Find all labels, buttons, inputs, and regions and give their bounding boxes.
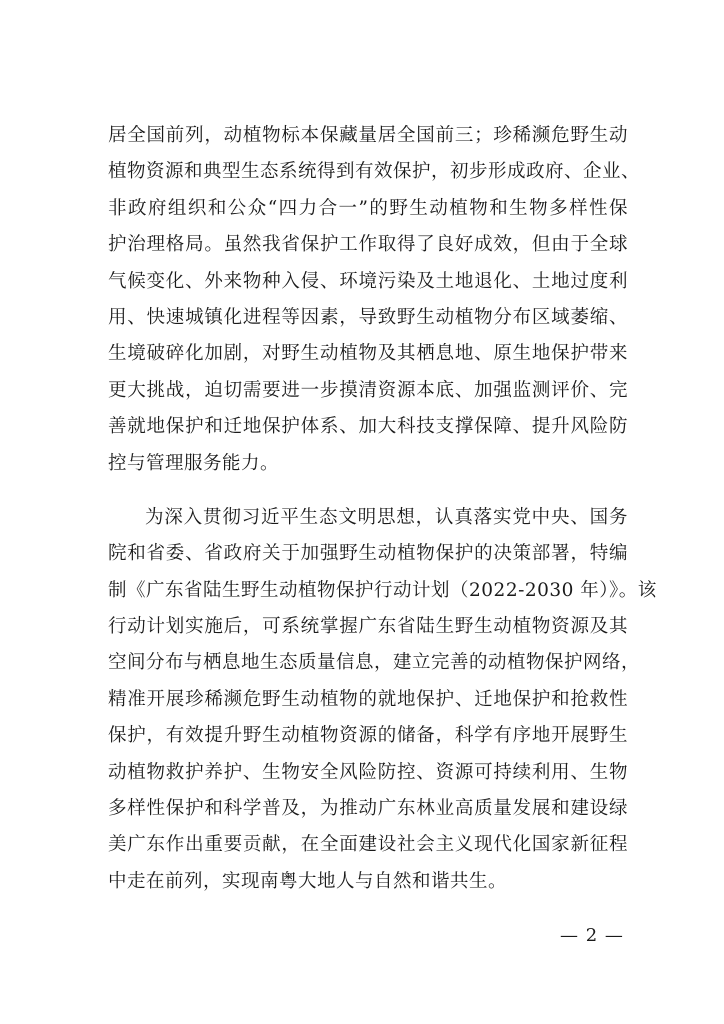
text-line: 用、快速城镇化进程等因素，导致野生动植物分布区域萎缩、 bbox=[108, 306, 628, 328]
text-line: 保护，有效提升野生动植物资源的储备，科学有序地开展野生 bbox=[108, 725, 628, 747]
text-line: 多样性保护和科学普及，为推动广东林业高质量发展和建设绿 bbox=[108, 798, 628, 820]
paragraph-1 bbox=[108, 118, 641, 482]
text-line: 院和省委、省政府关于加强野生动植物保护的决策部署，特编 bbox=[108, 543, 628, 565]
text-line: 美广东作出重要贡献，在全面建设社会主义现代化国家新征程 bbox=[108, 834, 628, 856]
page-number: — 2 — bbox=[560, 925, 624, 946]
text-line: 控与管理服务能力。 bbox=[108, 452, 280, 474]
text-line: 非政府组织和公众“四力合一”的野生动植物和生物多样性保 bbox=[108, 197, 628, 219]
paragraph-2 bbox=[108, 500, 657, 900]
text-line: 更大挑战，迫切需要进一步摸清资源本底、加强监测评价、完 bbox=[108, 379, 628, 401]
text-line: 行动计划实施后，可系统掌握广东省陆生野生动植物资源及其 bbox=[108, 616, 628, 638]
text-line: 中走在前列，实现南粤大地人与自然和谐共生。 bbox=[108, 870, 508, 892]
text-line: 空间分布与栖息地生态质量信息，建立完善的动植物保护网络， bbox=[108, 652, 641, 674]
text-line: 植物资源和典型生态系统得到有效保护，初步形成政府、企业、 bbox=[108, 161, 641, 183]
text-line: 精准开展珍稀濒危野生动植物的就地保护、迁地保护和抢救性 bbox=[108, 688, 628, 710]
text-line: 善就地保护和迁地保护体系、加大科技支撑保障、提升风险防 bbox=[108, 416, 628, 438]
paragraph-gap bbox=[108, 482, 628, 500]
text-line: 为深入贯彻习近平生态文明思想，认真落实党中央、国务 bbox=[145, 506, 628, 528]
body-text bbox=[108, 118, 657, 900]
text-line: 护治理格局。虽然我省保护工作取得了良好成效，但由于全球 bbox=[108, 234, 628, 256]
text-line: 制《广东省陆生野生动植物保护行动计划（2022-2030 年）》。该 bbox=[108, 579, 657, 601]
text-line: 生境破碎化加剧，对野生动植物及其栖息地、原生地保护带来 bbox=[108, 343, 628, 365]
text-line: 气候变化、外来物种入侵、环境污染及土地退化、土地过度利 bbox=[108, 270, 628, 292]
text-line: 动植物救护养护、生物安全风险防控、资源可持续利用、生物 bbox=[108, 761, 628, 783]
text-line: 居全国前列，动植物标本保藏量居全国前三；珍稀濒危野生动 bbox=[108, 125, 628, 146]
